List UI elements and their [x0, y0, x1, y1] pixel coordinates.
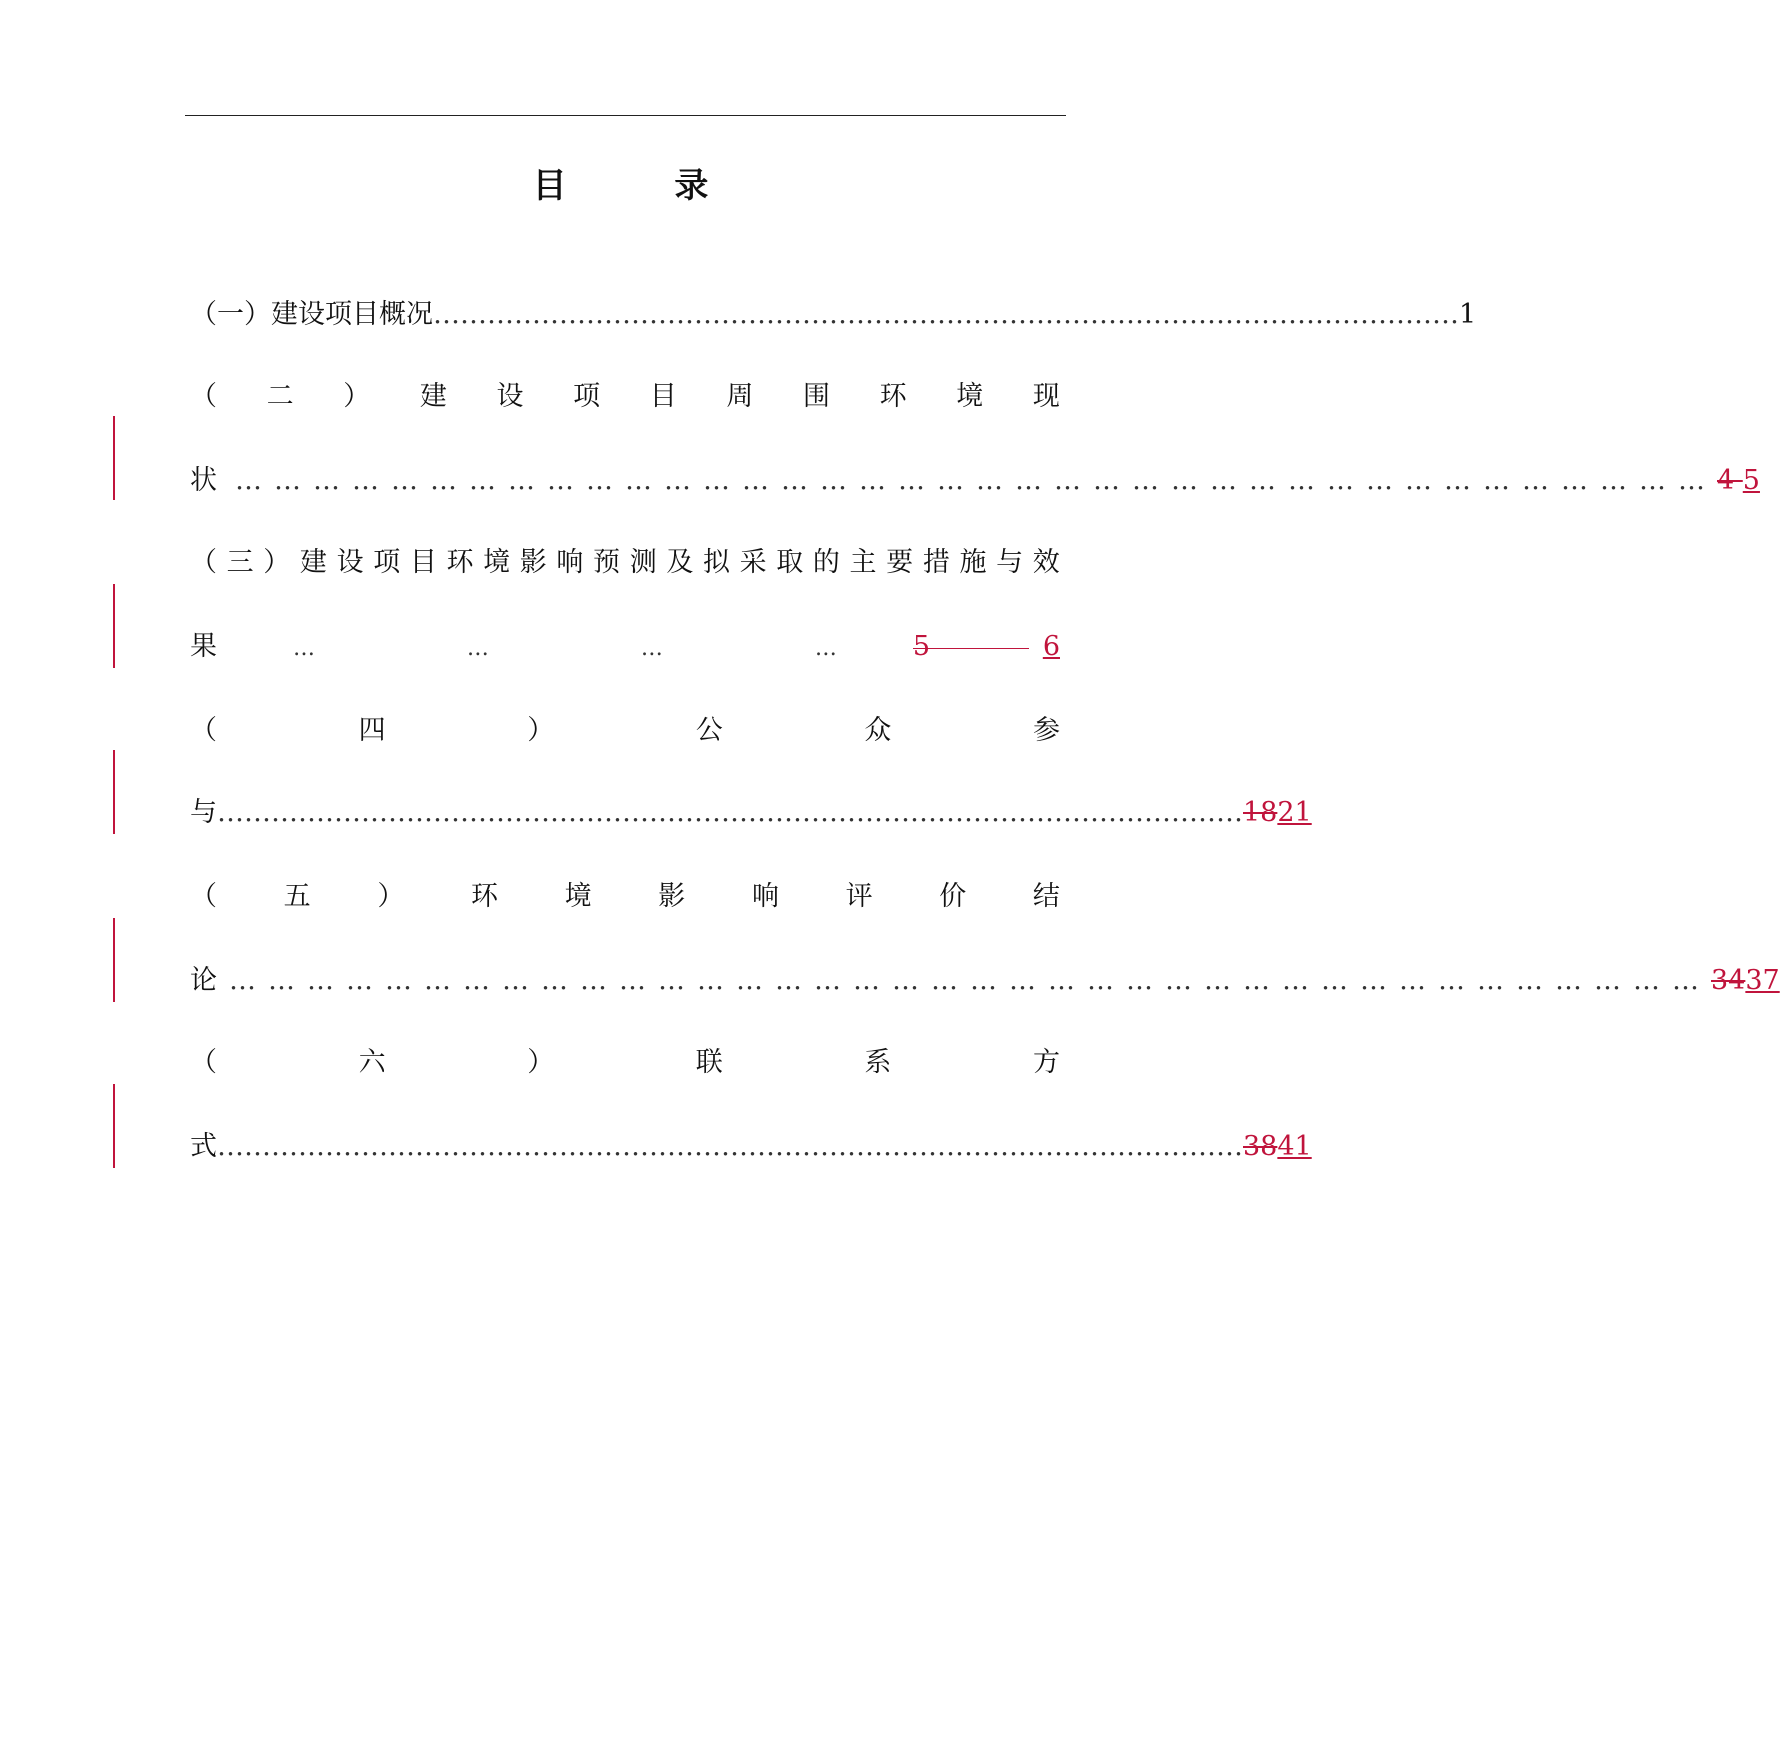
page-number: [1711, 965, 1780, 996]
toc-entry-char: （: [190, 881, 217, 912]
page-number: 1: [1459, 299, 1477, 330]
toc-entry-char: 现: [1032, 381, 1060, 412]
toc-entry-char: （: [190, 715, 217, 746]
deleted-page-number: 38: [1243, 1131, 1278, 1162]
toc-entry-6-line-1[interactable]: [190, 1040, 1060, 1079]
toc-entry-2-line-1[interactable]: [190, 374, 1060, 413]
inserted-page-number: 21: [1277, 797, 1312, 828]
revision-change-bar: [113, 584, 115, 668]
inserted-page-number: 6: [1042, 631, 1060, 662]
toc-entry-char: ）: [343, 381, 371, 412]
toc-entry-tail: 式: [190, 1131, 217, 1162]
toc-entry-char: 设: [336, 547, 364, 578]
inserted-page-number: 41: [1277, 1131, 1312, 1162]
toc-entry-char: 建: [419, 381, 447, 412]
toc-entry-6-line-2[interactable]: [190, 1124, 1312, 1163]
toc-entry-char: 项: [373, 547, 401, 578]
toc-entry-char: 公: [695, 715, 723, 746]
toc-entry-char: 众: [864, 715, 892, 746]
toc-entry-char: 措: [922, 547, 950, 578]
toc-entry-4-line-1[interactable]: [190, 708, 1060, 747]
toc-entry-char: 境: [956, 381, 984, 412]
toc-entry-char: 效: [1032, 547, 1060, 578]
toc-entry-char: 境: [483, 547, 511, 578]
dot-leader: ……………………………………………………………………………………………………: [229, 965, 1711, 996]
toc-entry-text: （一）建设项目概况: [190, 299, 433, 330]
revision-change-bar: [113, 750, 115, 834]
page-title: 目 录: [532, 166, 757, 206]
toc-entry-char: 价: [939, 881, 967, 912]
toc-entry-char: 影: [519, 547, 547, 578]
toc-entry-char: 环: [470, 881, 498, 912]
toc-entry-char: 预: [593, 547, 621, 578]
toc-entry-char: 响: [751, 881, 779, 912]
toc-entry-char: 系: [864, 1047, 892, 1078]
toc-entry-char: 三: [226, 547, 254, 578]
toc-entry-char: 方: [1032, 1047, 1060, 1078]
toc-entry-char: （: [190, 381, 217, 412]
toc-entry-char: 项: [573, 381, 601, 412]
toc-entry-char: 周: [726, 381, 754, 412]
toc-entry-char: 影: [658, 881, 686, 912]
inserted-page-number: 5: [1742, 465, 1760, 496]
toc-entry-4-line-2[interactable]: [190, 790, 1312, 829]
inserted-page-number: 37: [1745, 965, 1780, 996]
toc-entry-char: 设: [496, 381, 524, 412]
toc-entry-1[interactable]: [190, 292, 1477, 331]
toc-entry-char: （: [190, 1047, 217, 1078]
dot-leader: ……………………………………………………………………………………………………: [235, 465, 1717, 496]
toc-entry-char: 目: [649, 381, 677, 412]
toc-entry-char: 结: [1032, 881, 1060, 912]
toc-entry-char: 与: [996, 547, 1024, 578]
toc-entry-tail: 果: [190, 631, 217, 662]
toc-entry-char: 围: [803, 381, 830, 412]
revision-change-bar: [113, 918, 115, 1002]
toc-entry-char: 及: [666, 547, 694, 578]
page-number: [913, 631, 1060, 662]
toc-entry-2-line-2[interactable]: [190, 458, 1760, 497]
toc-entry-char: 要: [886, 547, 914, 578]
toc-entry-char: 采: [739, 547, 767, 578]
toc-entry-char: ）: [527, 1047, 555, 1078]
toc-entry-char: 测: [629, 547, 657, 578]
header-rule: [185, 115, 1066, 116]
toc-entry-char: 环: [446, 547, 474, 578]
dot-leader: … … … …: [292, 636, 837, 661]
toc-entry-char: 主: [849, 547, 877, 578]
deleted-page-number: 5: [913, 631, 1043, 662]
toc-entry-char: 二: [266, 381, 294, 412]
toc-entry-char: ）: [527, 715, 555, 746]
toc-entry-char: 施: [959, 547, 987, 578]
toc-entry-char: ）: [377, 881, 405, 912]
toc-entry-char: 参: [1032, 715, 1060, 746]
toc-entry-3-line-1[interactable]: [190, 540, 1060, 579]
toc-entry-char: 的: [812, 547, 840, 578]
toc-entry-tail: 状: [190, 465, 217, 496]
deleted-page-number: 34: [1711, 965, 1746, 996]
toc-entry-char: 环: [879, 381, 907, 412]
deleted-page-number: 18: [1243, 797, 1278, 828]
toc-entry-char: （: [190, 547, 217, 578]
toc-entry-char: 五: [283, 881, 311, 912]
revision-change-bar: [113, 1084, 115, 1168]
page-number: [1243, 797, 1312, 828]
toc-entry-5-line-2[interactable]: [190, 958, 1780, 997]
revision-change-bar: [113, 416, 115, 500]
page-number: [1243, 1131, 1312, 1162]
dot-leader: ……………………………………………………………………………………………………: [217, 1131, 1243, 1162]
toc-entry-char: 境: [564, 881, 592, 912]
deleted-page-number: 4: [1717, 465, 1743, 496]
toc-entry-char: 建: [299, 547, 327, 578]
toc-entry-char: ）: [263, 547, 291, 578]
toc-entry-char: 目: [409, 547, 437, 578]
toc-entry-char: 六: [358, 1047, 386, 1078]
toc-entry-5-line-1[interactable]: [190, 874, 1060, 913]
toc-entry-tail: 与: [190, 797, 217, 828]
toc-entry-char: 取: [776, 547, 804, 578]
toc-entry-char: 拟: [702, 547, 730, 578]
toc-entry-char: 响: [556, 547, 584, 578]
page-number: [1717, 465, 1760, 496]
toc-entry-char: 四: [358, 715, 386, 746]
toc-entry-3-line-2[interactable]: [190, 624, 1060, 663]
toc-entry-tail: 论: [190, 965, 217, 996]
toc-entry-char: 评: [845, 881, 873, 912]
dot-leader: ……………………………………………………………………………………………………: [433, 299, 1459, 330]
dot-leader: ……………………………………………………………………………………………………: [217, 797, 1243, 828]
toc-entry-char: 联: [695, 1047, 723, 1078]
